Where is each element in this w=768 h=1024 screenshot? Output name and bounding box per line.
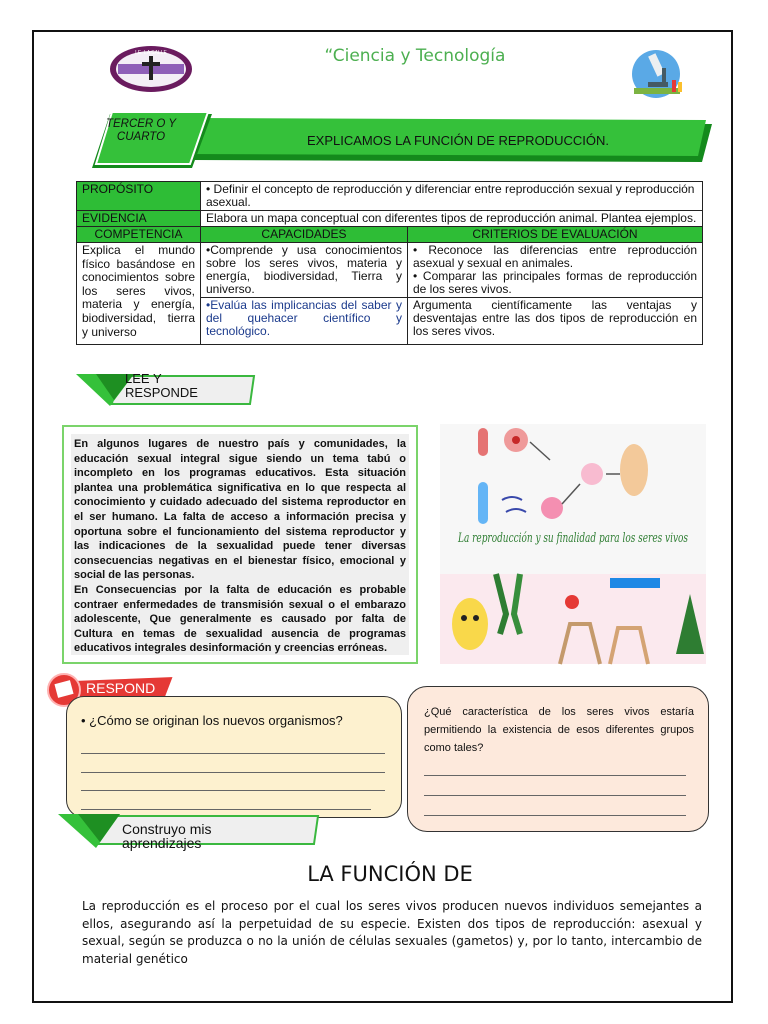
- answer-line[interactable]: [424, 795, 686, 796]
- capacidad-item: •Evalúa las implicancias del saber y del quehacer científico y tecnológico.: [201, 298, 408, 345]
- section-body: La reproducción es el proceso por el cual los seres vivos producen nuevos individuos semejantes a ellos, asegurando así la perpetuidad de su especie. Existen dos tipos de reproducción: asexual y sexual, según se produzca o no la unión de células sexuales (gametos) y, por lo tanto, intercambio de material genético: [82, 899, 702, 966]
- header-title: “Ciencia y Tecnología: [324, 46, 506, 66]
- evidencia-label: EVIDENCIA: [77, 211, 201, 227]
- proposito-label: PROPÓSITO: [77, 182, 201, 211]
- school-logo: [108, 44, 194, 94]
- respond-label: RESPOND: [86, 680, 156, 696]
- reading-box: [62, 425, 418, 664]
- criterios-header: CRITERIOS DE EVALUACIÓN: [408, 227, 703, 243]
- lesson-title: EXPLICAMOS LA FUNCIÓN DE REPRODUCCIÓN.: [307, 133, 609, 148]
- answer-line[interactable]: [424, 775, 686, 776]
- svg-text:I.E. LA SALLE: I.E. LA SALLE: [135, 50, 167, 56]
- reading-paragraph: En Consecuencias por la falta de educación es probable contraer enfermedades de transmisión sexual o el embarazo adolescente, Que generalmente es causado por falta de Cultura en temas de sexualidad ausencia de programas educativos integrales desinformación y creencias erróneas.: [74, 583, 406, 655]
- table-row: [77, 211, 703, 227]
- table-row: [77, 182, 703, 211]
- reproduction-illustration: [440, 424, 706, 664]
- reading-paragraph: En algunos lugares de nuestro país y comunidades, la educación sexual integral sigue siendo un tema tabú o incompleto en los programas educativos. Esta situación plantea una problemática significativa en lo que respecta al conocimiento y cuidado adecuado del sistema reproductor en el ser humano. La falta de acceso a información precisa y oportuna sobre el funcionamiento del sistema reproductor y las indicaciones de la sexualidad puede tener diversas consecuencias negativas en el bienestar físico, emocional y social de las personas.: [74, 438, 406, 582]
- construyo-label: Construyo mis aprendizajes: [122, 821, 212, 851]
- criterio-item: • Comparar las principales formas de reproducción de los seres vivos.: [413, 269, 697, 296]
- evidencia-text: Elabora un mapa conceptual con diferentes tipos de reproducción animal. Plantea ejemplos.: [201, 211, 703, 227]
- proposito-text: • Definir el concepto de reproducción y diferenciar entre reproducción sexual y reproducción asexual.: [201, 182, 703, 211]
- answer-line[interactable]: [81, 809, 371, 810]
- competencia-text: Explica el mundo físico basándose en conocimientos sobre los seres vivos, materia y energía, biodiversidad, tierra y universo: [77, 243, 201, 345]
- reading-text: [71, 434, 409, 655]
- question-2: ¿Qué característica de los seres vivos estaría permitiendo la existencia de esos diferentes grupos como tales?: [424, 706, 694, 754]
- answer-line[interactable]: [424, 815, 686, 816]
- table-row: [77, 243, 703, 298]
- criterio-cell: [408, 243, 703, 298]
- lee-responde-label: LEE Y RESPONDE: [125, 371, 198, 400]
- criterio-item: Argumenta científicamente las ventajas y desventajas entre las dos tipos de reproducción en los seres vivos.: [408, 298, 703, 345]
- answer-line[interactable]: [81, 753, 385, 754]
- table-header-row: [77, 227, 703, 243]
- question-box-1: [66, 696, 402, 818]
- criterio-item: • Reconoce las diferencias entre reproducción asexual y sexual en animales.: [413, 243, 697, 270]
- svg-text:La reproducción y su finalidad: La reproducción y su finalidad para los seres vivos: [457, 531, 689, 546]
- grade-label: TERCER O Y CUARTO: [105, 118, 177, 143]
- competencia-header: COMPETENCIA: [77, 227, 201, 243]
- capacidades-header: CAPACIDADES: [201, 227, 408, 243]
- section-title: LA FUNCIÓN DE: [307, 862, 473, 886]
- question-1: • ¿Cómo se originan los nuevos organismos?: [81, 713, 343, 728]
- question-box-2: [407, 686, 709, 832]
- microscope-icon: [626, 44, 690, 100]
- capacidad-item: •Comprende y usa conocimientos sobre los seres vivos, materia y energía, biodiversidad, Tierra y universo.: [201, 243, 408, 298]
- answer-line[interactable]: [81, 772, 385, 773]
- answer-line[interactable]: [81, 790, 385, 791]
- lesson-plan-table: [76, 181, 703, 345]
